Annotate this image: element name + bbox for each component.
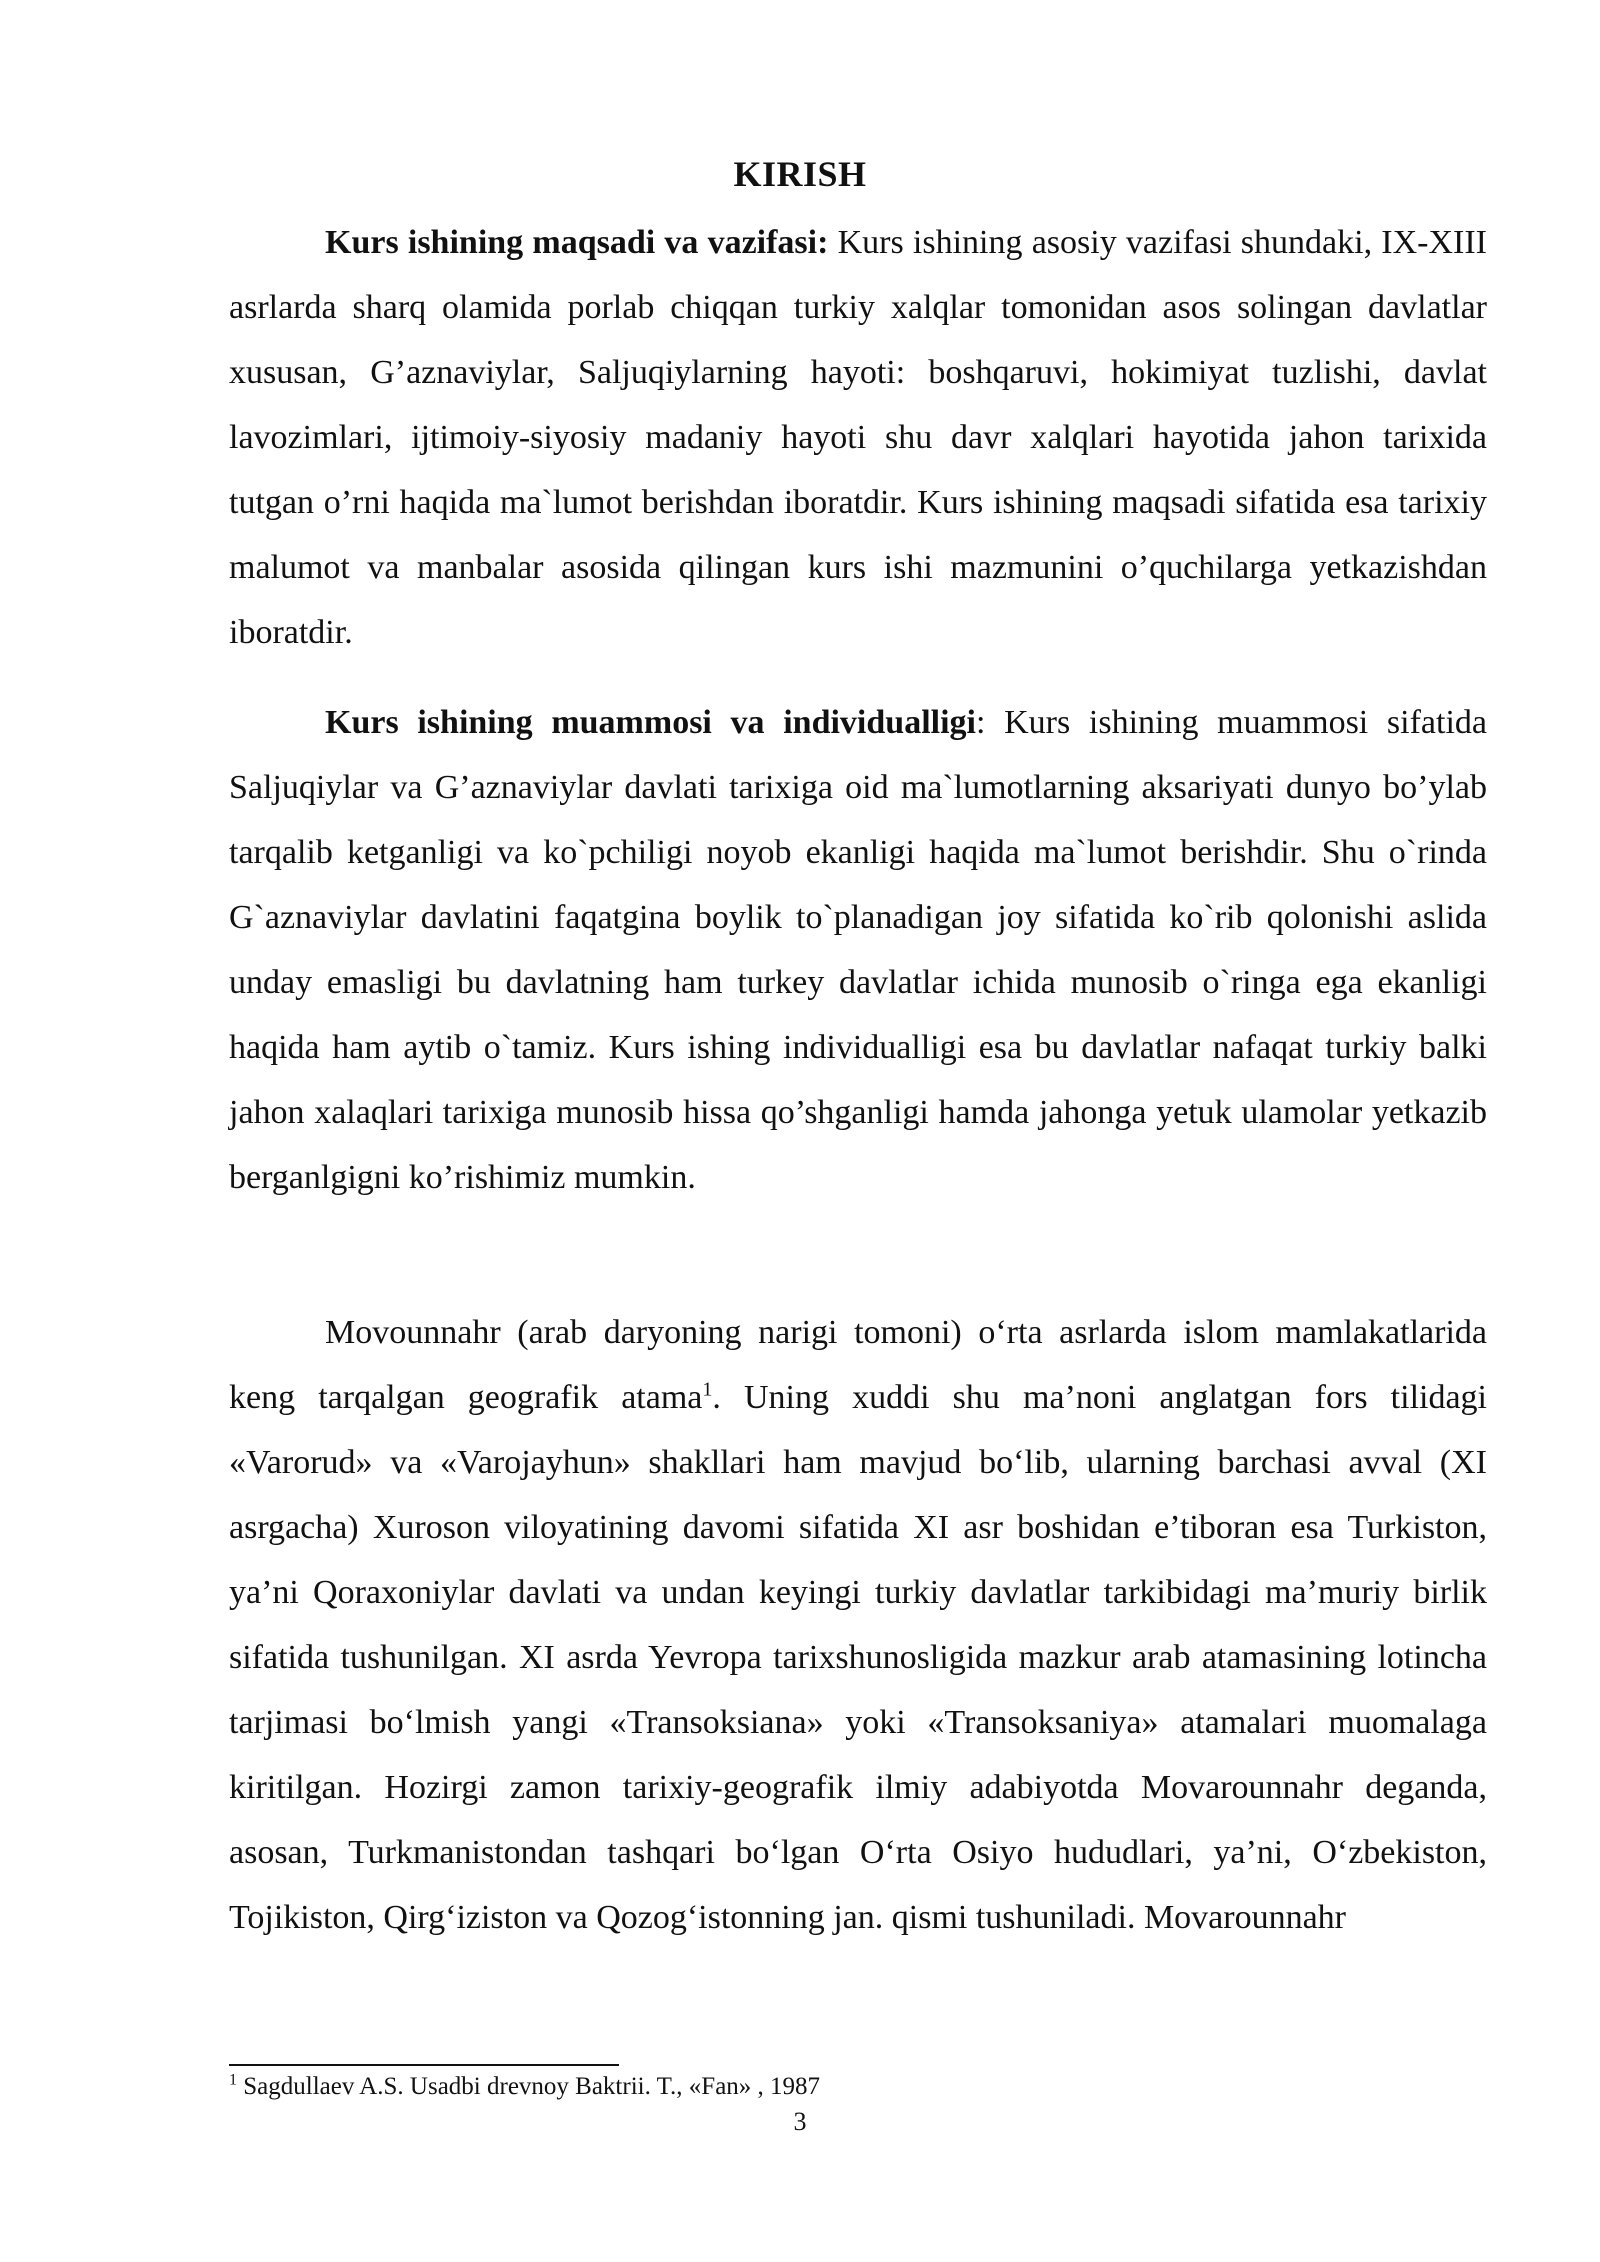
paragraph-problem <box>229 690 1487 1210</box>
footnote-reference[interactable]: 1 <box>702 1378 713 1401</box>
paragraph-text: Kurs ishining asosiy vazifasi shundaki, IX-XIII asrlarda sharq olamida porlab chiqqan turkiy xalqlar tomonidan asos solingan davlatlar xususan, G’aznaviylar, Saljuqiylarning hayoti: boshqaruvi, hokimiyat tuzlishi, davlat lavozimlari, ijtimoiy-siyosiy madaniy hayoti shu davr xalqlari hayotida jahon tarixida tutgan o’rni haqida ma`lumot berishdan iboratdir. Kurs ishining maqsadi sifatida esa tarixiy malumot va manbalar asosida qilingan kurs ishi mazmunini o’quchilarga yetkazishdan iboratdir. <box>229 224 1487 651</box>
footnote-separator <box>229 2064 619 2066</box>
paragraph-lead: Kurs ishining muammosi va individualligi <box>325 704 976 741</box>
page-number: 3 <box>793 2107 807 2136</box>
paragraph-lead: Kurs ishining maqsadi va vazifasi: <box>325 224 829 261</box>
section-heading: KIRISH <box>733 154 867 194</box>
paragraph-purpose <box>229 210 1487 665</box>
paragraph-text: Movounnahr (arab daryoning narigi tomoni) o‘rta asrlarda islom mamlakatlarida keng tarqalgan geografik atama <box>229 1314 1487 1416</box>
footnote <box>229 2070 820 2104</box>
footnote-text: Sagdullaev A.S. Usadbi drevnoy Baktrii. T., «Fan» , 1987 <box>237 2073 821 2100</box>
paragraph-movarounnahr <box>229 1300 1487 1950</box>
paragraph-text: : Kurs ishining muammosi sifatida Saljuqiylar va G’aznaviylar davlati tarixiga oid ma`lumotlarning aksariyati dunyo bo’ylab tarqalib ketganligi va ko`pchiligi noyob ekanligi haqida ma`lumot berishdir. Shu o`rinda G`aznaviylar davlatini faqatgina boylik to`planadigan joy sifatida ko`rib qolonishi aslida unday emasligi bu davlatning ham turkey davlatlar ichida munosib o`ringa ega ekanligi haqida ham aytib o`tamiz. Kurs ishing individualligi esa bu davlatlar nafaqat turkiy balki jahon xalaqlari tarixiga munosib hissa qo’shganligi hamda jahonga yetuk ulamolar yetkazib berganlgigni ko’rishimiz mumkin. <box>229 704 1488 1196</box>
footnote-marker: 1 <box>229 2071 237 2089</box>
paragraph-text-continued: . Uning xuddi shu ma’noni anglatgan fors tilidagi «Varorud» va «Varojayhun» shakllari ham mavjud bo‘lib, ularning barchasi avval (XI asrgacha) Xuroson viloyatining davomi sifatida XI asr boshidan e’tiboran esa Turkiston, ya’ni Qoraxoniylar davlati va undan keyingi turkiy davlatlar tarkibidagi ma’muriy birlik sifatida tushunilgan. XI asrda Yevropa tarixshunosligida mazkur arab atamasining lotincha tarjimasi bo‘lmish yangi «Transoksiana» yoki «Transoksaniya» atamalari muomalaga kiritilgan. Hozirgi zamon tarixiy-geografik ilmiy adabiyotda Movarounnahr deganda, asosan, Turkmanistondan tashqari bo‘lgan O‘rta Osiyo hududlari, ya’ni, O‘zbekiston, Tojikiston, Qirg‘iziston va Qozog‘istonning jan. qismi tushuniladi. Movarounnahr <box>229 1379 1487 1936</box>
